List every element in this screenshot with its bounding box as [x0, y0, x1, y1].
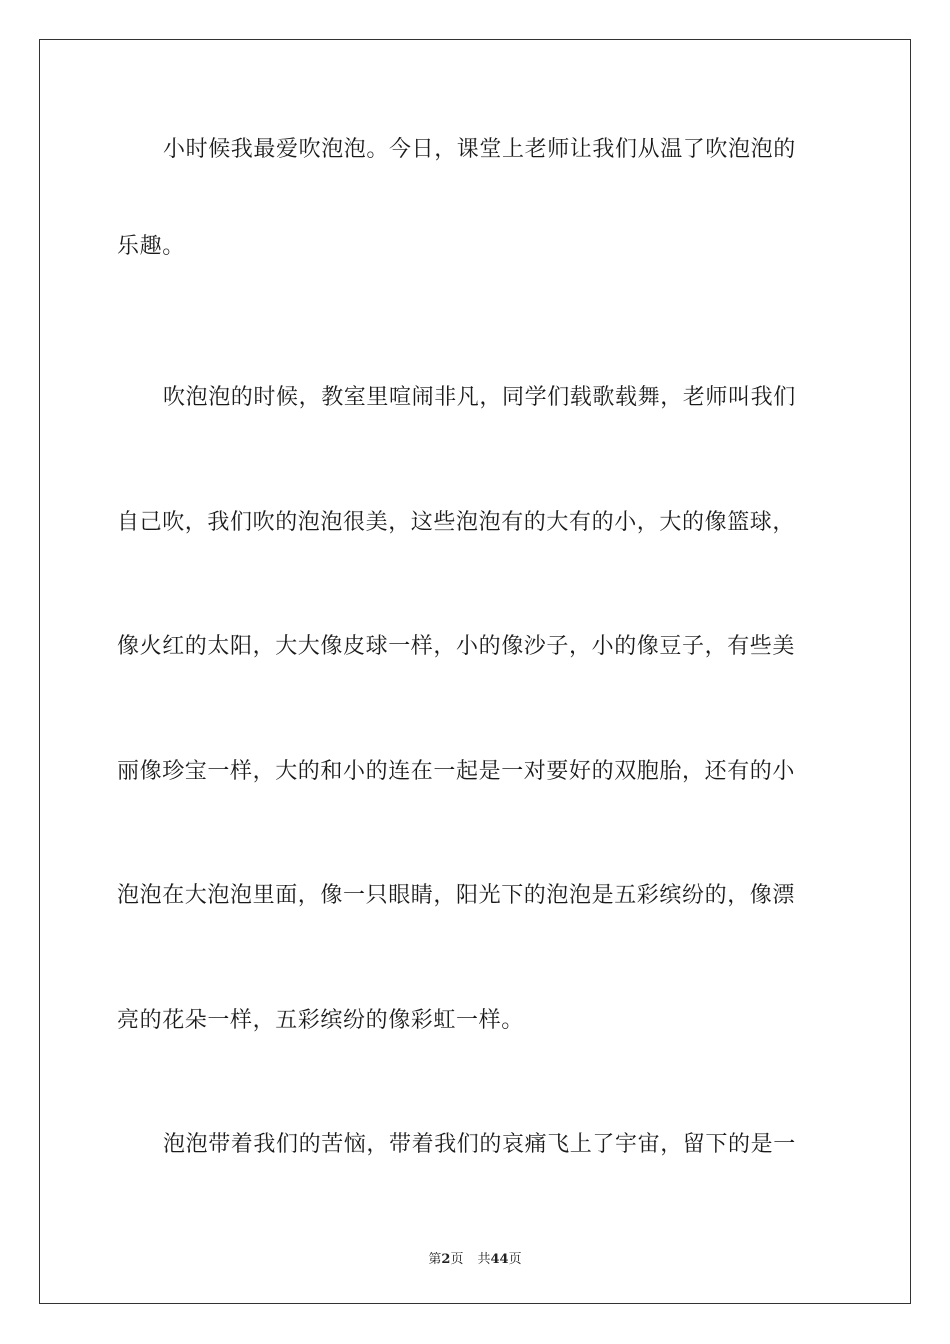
total-pages: 44: [490, 1252, 509, 1267]
total-prefix: 共: [477, 1252, 491, 1267]
page-number: 2: [441, 1252, 451, 1267]
text-line-4: 自己吹，我们吹的泡泡很美，这些泡泡有的大有的小，大的像篮球，: [117, 510, 796, 535]
page-border: [39, 39, 911, 1304]
text-line-6: 丽像珍宝一样，大的和小的连在一起是一对要好的双胞胎，还有的小: [117, 759, 796, 784]
text-line-1: 小时候我最爱吹泡泡。今日，课堂上老师让我们从温了吹泡泡的: [163, 137, 796, 162]
text-line-5: 像火红的太阳，大大像皮球一样，小的像沙子，小的像豆子，有些美: [117, 634, 796, 659]
total-suffix: 页: [508, 1252, 522, 1267]
text-line-2: 乐趣。: [117, 234, 185, 259]
text-line-8: 亮的花朵一样，五彩缤纷的像彩虹一样。: [117, 1008, 524, 1033]
text-line-9: 泡泡带着我们的苦恼，带着我们的哀痛飞上了宇宙，留下的是一: [163, 1132, 796, 1157]
page-suffix: 页: [450, 1252, 464, 1267]
text-line-7: 泡泡在大泡泡里面，像一只眼睛，阳光下的泡泡是五彩缤纷的，像漂: [117, 883, 796, 908]
page-footer: [0, 1248, 950, 1267]
text-line-3: 吹泡泡的时候，教室里喧闹非凡，同学们载歌载舞，老师叫我们: [163, 385, 796, 410]
page-prefix: 第: [428, 1252, 442, 1267]
